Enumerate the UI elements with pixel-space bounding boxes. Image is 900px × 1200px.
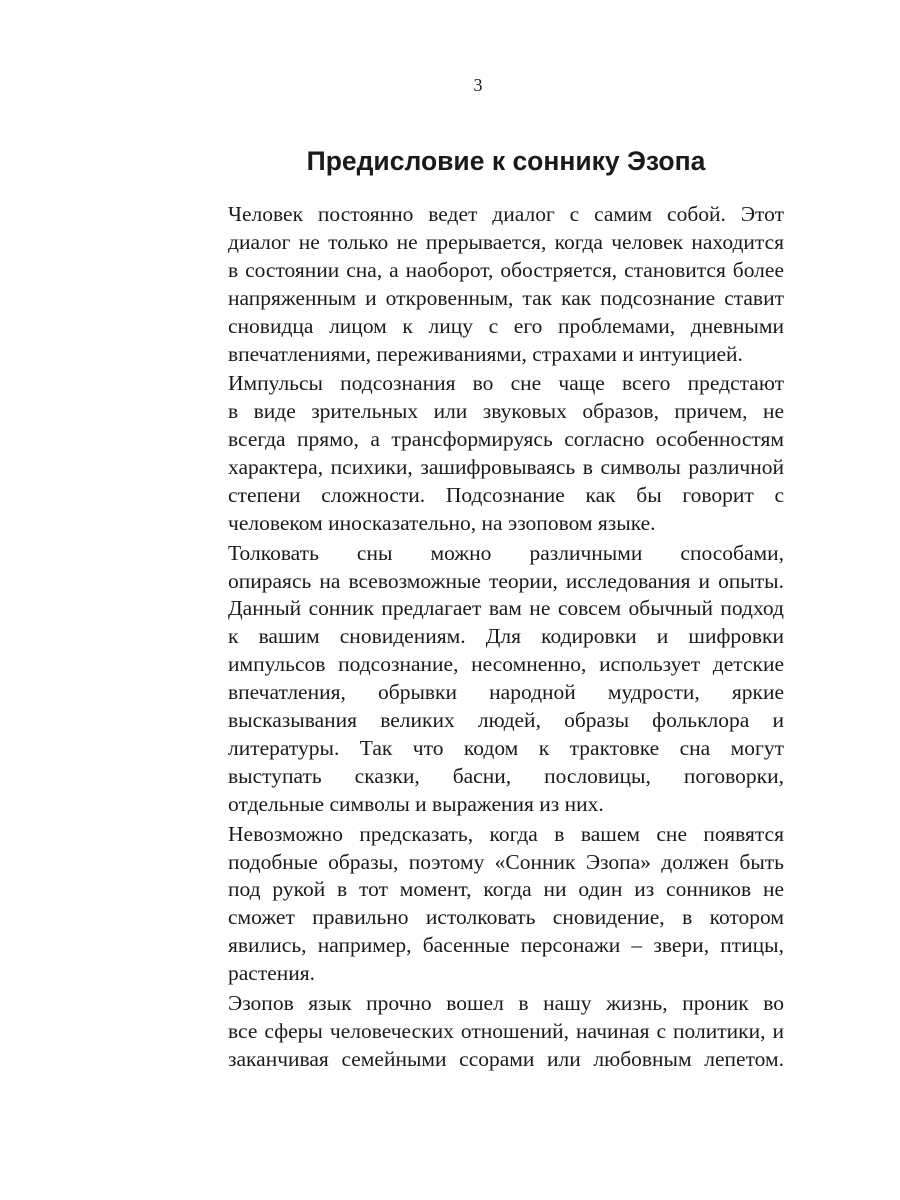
text-line: высказывания великих людей, образы фольклора и (228, 708, 784, 733)
text-line: диалог не только не прерывается, когда человек находится (228, 229, 784, 254)
paragraph (172, 990, 784, 1074)
text-line: Толковать сны можно различными способами, (228, 540, 784, 565)
text-line: впечатлениями, переживаниями, страхами и интуицией. (228, 341, 743, 366)
text-line: сможет правильно истолковать сновидение, в котором (228, 905, 784, 930)
text-line: явились, например, басенные персонажи – звери, птицы, (228, 933, 784, 958)
text-line: Данный сонник предлагает вам не совсем обычный подход (228, 596, 784, 621)
text-line: Человек постоянно ведет диалог с самим собой. Этот (228, 202, 784, 226)
text-line: впечатления, обрывки народной мудрости, яркие (228, 680, 784, 705)
text-line: литературы. Так что кодом к трактовке сна могут (228, 736, 784, 760)
text-line: всегда прямо, а трансформируясь согласно особенностям (228, 427, 784, 452)
chapter-title: Предисловие к соннику Эзопа (306, 146, 706, 176)
text-line: характера, психики, зашифровываясь в символы различной (228, 455, 784, 480)
paragraph (172, 540, 784, 819)
text-line: выступать сказки, басни, пословицы, поговорки, (228, 763, 784, 788)
text-line: степени сложности. Подсознание как бы говорит с (228, 482, 784, 507)
text-line: под рукой в тот момент, когда ни один из сонников не (228, 877, 784, 902)
text-line: импульсов подсознание, несомненно, использует детские (228, 652, 784, 677)
body-text (172, 201, 784, 1074)
page-number: 3 (473, 75, 483, 95)
text-line: Импульсы подсознания во сне чаще всего предстают (228, 371, 784, 396)
text-line: сновидца лицом к лицу с его проблемами, дневными (228, 313, 784, 338)
text-line: подобные образы, поэтому «Сонник Эзопа» должен быть (228, 849, 784, 874)
paragraph (172, 370, 784, 537)
text-line: отдельные символы и выражения из них. (228, 791, 604, 816)
text-line: напряженным и откровенным, так как подсознание ставит (228, 285, 784, 310)
paragraph (172, 821, 784, 988)
text-line: Эзопов язык прочно вошел в нашу жизнь, проник во (228, 990, 784, 1015)
text-line: опираясь на всевозможные теории, исследования и опыты. (228, 568, 784, 593)
text-line: все сферы человеческих отношений, начиная с политики, и (228, 1018, 784, 1043)
text-line: к вашим сновидениям. Для кодировки и шифровки (228, 624, 784, 649)
text-line: в состоянии сна, а наоборот, обостряется, становится более (228, 257, 784, 282)
text-line: заканчивая семейными ссорами или любовным лепетом. (228, 1046, 784, 1071)
text-line: растения. (228, 961, 316, 986)
paragraph (172, 201, 784, 368)
text-line: в виде зрительных или звуковых образов, причем, не (228, 399, 784, 424)
text-line: Невозможно предсказать, когда в вашем сне появятся (228, 821, 784, 846)
text-line: человеком иносказательно, на эзоповом языке. (228, 510, 656, 535)
